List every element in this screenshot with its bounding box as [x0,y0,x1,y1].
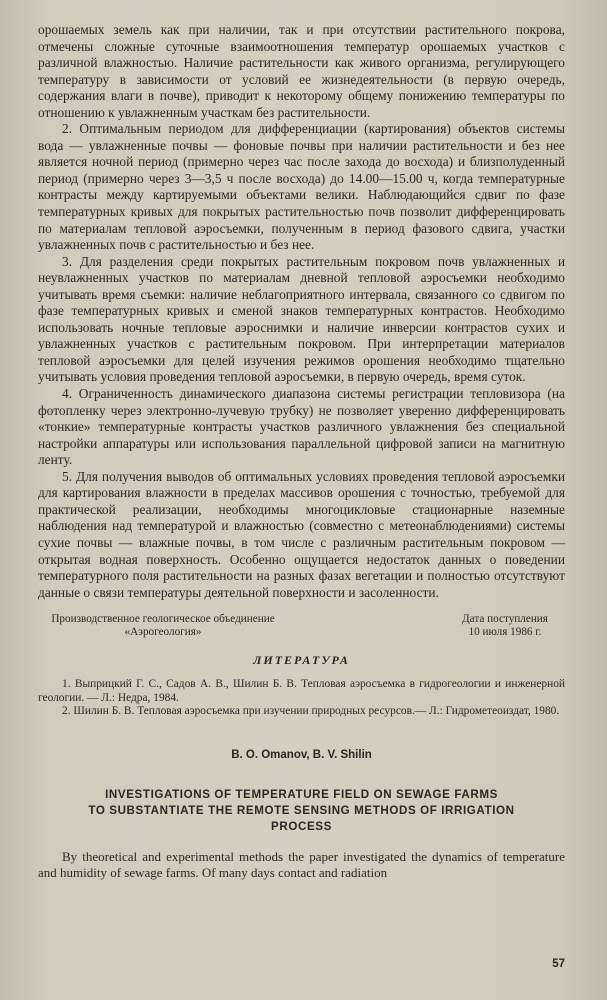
paragraph-conclusion-4: 4. Ограниченность динамического диапазона системы регистрации тепловизора (на фотопленку через электронно-лучевую трубку) не позволяет уверенно дифференцировать «тонкие» температурные контрасты участков различного увлажнения без специальной настройки аппаратуры или использования параллельной цифровой записи на магнитную ленту. [38,386,565,468]
organization [38,613,288,639]
paragraph-conclusion-3: 3. Для разделения среди покрытых растительным покровом почв увлажненных и неувлажненных участков по материалам дневной тепловой аэросъемки необходимо учитывать время съемки: наличие неблагоприятного интервала, связанного со сдвигом по фазе температурных кривых и сменой знаков температурных контрастов. Необходимо использовать ночные тепловые аэроснимки и наличие инверсии контрастов сухих и увлажненных участков с растительным покровом. При интерпретации материалов тепловой аэросъемки для целей изучения режимов орошения необходимо тщательно учитывать условия проведения тепловой аэросъемки, в первую очередь, время суток. [38,253,565,385]
page-number: 57 [552,958,565,970]
body-text [38,22,565,601]
received-value: 10 июля 1986 г. [468,626,542,639]
english-authors: B. O. Omanov, B. V. Shilin [231,748,372,761]
affiliation-block [38,613,565,639]
literature-heading: ЛИТЕРАТУРА [253,653,350,668]
english-title-line: INVESTIGATIONS OF TEMPERATURE FIELD ON SEWAGE FARMS [105,787,498,801]
organization-name: «Аэрогеология» [124,626,202,639]
paragraph-continuation: орошаемых земель как при наличии, так и при отсутствии растительного покрова, отмечены сложные суточные взаимоотношения температур орошаемых участков с различной влажностью. Наличие растительности как живого организма, регулирующего температуру в зависимости от условий ее жизнедеятельности (в первую очередь, содержания влаги в почве), приводит к некоторому общему понижению температуры по отношению к увлажненным участкам без растительности. [38,22,565,120]
english-title-line: PROCESS [271,819,332,833]
received-label: Дата поступления [462,613,548,626]
reference-item: 2. Шилин Б. В. Тепловая аэросъемка при изучении природных ресурсов.— Л.: Гидрометеоиздат, 1980. [62,705,560,718]
reference-list [38,678,565,719]
organization-line: Производственное геологическое объединение [51,613,275,626]
english-title [38,787,565,835]
english-abstract [38,849,565,881]
english-title-line: TO SUBSTANTIATE THE REMOTE SENSING METHODS OF IRRIGATION [88,803,515,817]
received-date [445,613,565,639]
paragraph-conclusion-5: 5. Для получения выводов об оптимальных условиях проведения тепловой аэросъемки для картирования влажности в пределах массивов орошения с точностью, требуемой для практической реализации, необходимы многоцикловые стационарные наземные наблюдения над температурой и влажностью (совместно с метеонаблюдениями) системы сухие почвы — влажные почвы, в том числе с различным растительным покровом — открытая водная поверхность. Особенно ощущается недостаток данных о поведении температурного поля растительности на разных фазах вегетации и полностью отсутствуют данные о связи температуры деятельной поверхности и засоленности. [38,468,565,600]
reference-item: 1. Выприцкий Г. С., Садов А. В., Шилин Б. В. Тепловая аэросъемка в гидрогеологии и инженерной геологии. — Л.: Недра, 1984. [38,678,565,704]
paragraph-conclusion-2: 2. Оптимальным периодом для дифференциации (картирования) объектов системы вода — увлажненные почвы — фоновые почвы при наличии растительности и без нее является ночной период (примерно через час после захода до восхода) и близполуденный период (примерно через 3—3,5 ч после восхода) до 14.00—15.00 ч, когда температурные контрасты между картируемыми объектами велики. Наблюдающийся сдвиг по фазе температурных кривых для покрытых растительностью почв позволит дифференцировать по материалам тепловой аэросъемки, полученным в период фазового сдвига, участки увлажненных почв с растительностью и без нее. [38,121,565,253]
abstract-text: By theoretical and experimental methods the paper investigated the dynamics of temperature and humidity of sewage farms. Of many days contact and radiation [38,848,565,881]
